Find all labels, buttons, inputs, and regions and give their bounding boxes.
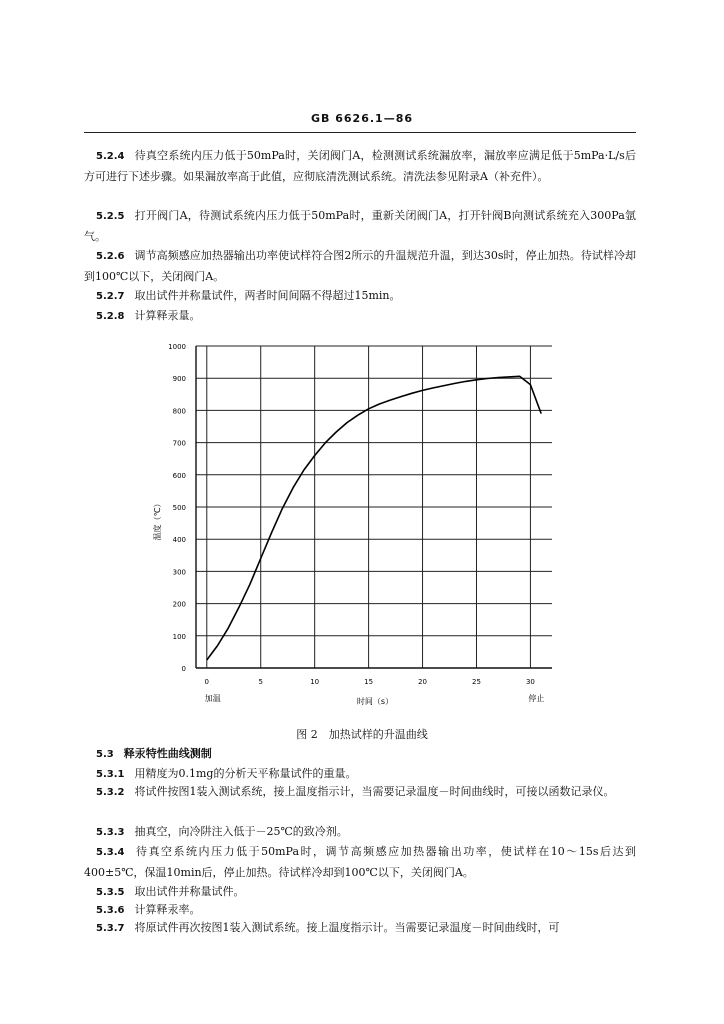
section-heading bbox=[96, 745, 212, 761]
y-tick-label: 300 bbox=[172, 568, 186, 577]
clause-text: 待真空系统内压力低于50mPa时，调节高频感应加热器输出功率，使试样在10～15s后达到400±5℃，保温10min后，停止加热。待试样冷却到100℃以下，关闭阀门A。 bbox=[84, 845, 636, 879]
series-line-heating-curve bbox=[207, 376, 541, 660]
clause-number: 5.2.8 bbox=[96, 311, 125, 322]
y-tick-label: 600 bbox=[172, 471, 186, 480]
page-header-standard-no: GB 6626.1—86 bbox=[311, 112, 413, 125]
x-annotation-label: 停止 bbox=[528, 694, 545, 703]
y-tick-label: 100 bbox=[172, 632, 186, 641]
section-title: 释汞特性曲线测制 bbox=[123, 747, 212, 760]
x-tick-label: 10 bbox=[310, 678, 320, 686]
clause-number: 5.3.2 bbox=[96, 787, 125, 798]
y-tick-label: 1000 bbox=[168, 343, 186, 351]
para-5-3-7 bbox=[84, 918, 636, 939]
clause-number: 5.3.5 bbox=[96, 887, 125, 898]
section-number: 5.3 bbox=[96, 749, 114, 760]
clause-text: 计算释汞率。 bbox=[134, 903, 201, 916]
para-5-3-4 bbox=[84, 842, 636, 883]
clause-text: 取出试件并称量试件，两者时间间隔不得超过15min。 bbox=[134, 289, 401, 302]
y-tick-label: 400 bbox=[172, 536, 186, 545]
clause-number: 5.2.6 bbox=[96, 251, 125, 262]
x-tick-label: 25 bbox=[472, 678, 481, 686]
clause-number: 5.2.5 bbox=[96, 211, 125, 222]
clause-number: 5.2.7 bbox=[96, 291, 125, 302]
clause-number: 5.3.6 bbox=[96, 905, 125, 916]
y-tick-label: 700 bbox=[172, 439, 186, 448]
chart-tick-labels bbox=[168, 343, 544, 703]
clause-text: 抽真空，向冷阱注入低于－25℃的致冷剂。 bbox=[134, 825, 348, 838]
clause-text: 用精度为0.1mg的分析天平称量试件的重量。 bbox=[134, 767, 357, 780]
y-tick-label: 800 bbox=[172, 407, 186, 416]
x-tick-label: 20 bbox=[418, 678, 428, 686]
clause-text: 取出试件并称量试件。 bbox=[134, 885, 245, 898]
clause-text: 调节高频感应加热器输出功率使试样符合图2所示的升温规范升温，到达30s时，停止加热。待试样冷却到100℃以下，关闭阀门A。 bbox=[84, 249, 636, 283]
clause-number: 5.3.7 bbox=[96, 923, 125, 934]
x-tick-label: 5 bbox=[258, 678, 263, 686]
figure-caption: 图 2 加热试样的升温曲线 bbox=[296, 728, 428, 741]
chart-series bbox=[207, 376, 541, 660]
y-tick-label: 200 bbox=[172, 600, 186, 609]
clause-number: 5.2.4 bbox=[96, 151, 125, 162]
x-annotation-label: 加温 bbox=[204, 694, 221, 703]
clause-number: 5.3.3 bbox=[96, 827, 125, 838]
y-tick-label: 900 bbox=[172, 375, 186, 384]
clause-text: 将原试件再次按图1装入测试系统。接上温度指示计。当需要记录温度－时间曲线时，可 bbox=[134, 921, 560, 934]
clause-text: 打开阀门A，待测试系统内压力低于50mPa时，重新关闭阀门A，打开针阀B向测试系统充入300Pa氩气。 bbox=[84, 209, 636, 243]
clause-text: 待真空系统内压力低于50mPa时，关闭阀门A，检测测试系统漏放率，漏放率应满足低于5mPa·L/s后方可进行下述步骤。如果漏放率高于此值，应彻底清洗测试系统。清洗法参见附录A（补充件）。 bbox=[84, 149, 636, 183]
x-axis-label: 时间（s） bbox=[356, 697, 394, 706]
x-tick-label: 0 bbox=[204, 678, 210, 686]
clause-number: 5.3.4 bbox=[96, 847, 125, 858]
x-tick-label: 30 bbox=[525, 678, 535, 686]
clause-number: 5.3.1 bbox=[96, 769, 125, 780]
y-tick-label: 500 bbox=[172, 504, 186, 512]
clause-text: 计算释汞量。 bbox=[134, 309, 201, 322]
chart-grid bbox=[196, 346, 552, 668]
y-tick-label: 0 bbox=[181, 665, 186, 673]
y-axis-label: 温度（℃） bbox=[153, 499, 162, 541]
clause-text: 将试件按图1装入测试系统，接上温度指示计，当需要记录温度－时间曲线时，可接以函数记录仪。 bbox=[134, 785, 615, 798]
x-tick-label: 15 bbox=[364, 678, 374, 686]
para-5-3-2 bbox=[84, 782, 636, 803]
para-5-3-3 bbox=[84, 822, 636, 843]
